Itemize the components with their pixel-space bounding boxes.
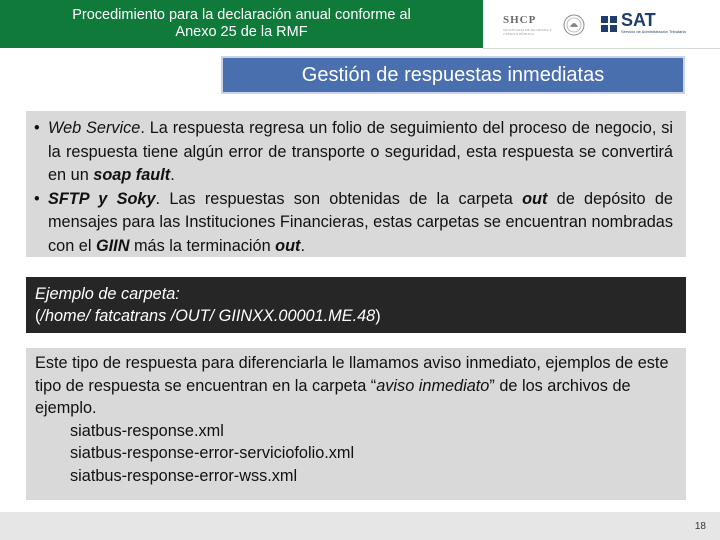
section-title: Gestión de respuestas inmediatas <box>221 56 685 94</box>
sat-logo-icon <box>601 16 617 32</box>
bullet-term: SFTP y Soky <box>48 189 156 208</box>
header-title-line2: Anexo 25 de la RMF <box>175 24 308 40</box>
header-band <box>0 0 483 48</box>
example-path-line <box>35 305 677 327</box>
note-emphasis: aviso inmediato <box>376 376 490 395</box>
shcp-logo-name: SHCP <box>503 14 537 26</box>
sat-logo <box>621 10 686 34</box>
note-text: ” de los archivos de ejemplo. <box>35 376 631 417</box>
bullets-box <box>26 111 686 257</box>
example-open-paren: ( <box>35 307 41 325</box>
example-box <box>26 277 686 333</box>
example-close-paren: ) <box>375 307 381 325</box>
file-item: siatbus-response-error-serviciofolio.xml <box>70 444 355 462</box>
bullet-term: Web Service <box>48 119 141 137</box>
bullet-text: de depósito de mensajes para las Instituciones Financieras, estas carpetas se encuentran nombradas con el <box>48 189 673 255</box>
bullet-sftp <box>34 188 673 259</box>
bullet-text: . La respuesta regresa un folio de seguimiento del proceso de negocio, si la respuesta tiene algún error de transporte o seguridad, esta respuesta se convertirá en un <box>48 119 673 185</box>
example-path: /home/ fatcatrans /OUT/ GIINXX.00001.ME.48 <box>40 307 376 325</box>
bullet-text: . <box>300 236 305 255</box>
footer-bar <box>0 512 720 540</box>
shcp-logo <box>503 14 553 36</box>
note-text: Este tipo de respuesta para diferenciarla le llamamos aviso inmediato, ejemplos de este tipo de respuesta se encuentran en la carpeta “ <box>35 354 669 395</box>
sat-logo-name: SAT <box>621 10 656 30</box>
coat-of-arms-icon <box>563 12 585 38</box>
note-box <box>26 348 686 500</box>
bullet-emphasis: out <box>275 236 301 255</box>
page-number: 18 <box>694 521 706 532</box>
shcp-logo-subtitle: SECRETARÍA DE HACIENDA Y CRÉDITO PÚBLICO <box>503 28 552 36</box>
bullet-emphasis: soap fault <box>93 166 171 185</box>
sat-logo-subtitle: Servicio de Administración Tributaria <box>621 29 686 34</box>
bullet-emphasis: out <box>522 189 548 208</box>
bullet-web-service <box>34 117 673 188</box>
bullet-text: . <box>170 166 175 185</box>
file-item: siatbus-response-error-wss.xml <box>70 466 298 485</box>
logo-strip <box>483 0 720 49</box>
note-paragraph <box>35 352 677 420</box>
bullet-emphasis: GIIN <box>95 236 130 255</box>
bullet-text: más la terminación <box>129 236 276 255</box>
bullet-list <box>34 117 673 259</box>
example-label: Ejemplo de carpeta: <box>35 285 180 303</box>
file-item: siatbus-response.xml <box>70 421 224 440</box>
header-title-line1: Procedimiento para la declaración anual conforme al <box>72 7 411 23</box>
bullet-text: . Las respuestas son obtenidas de la carpeta <box>155 189 523 208</box>
